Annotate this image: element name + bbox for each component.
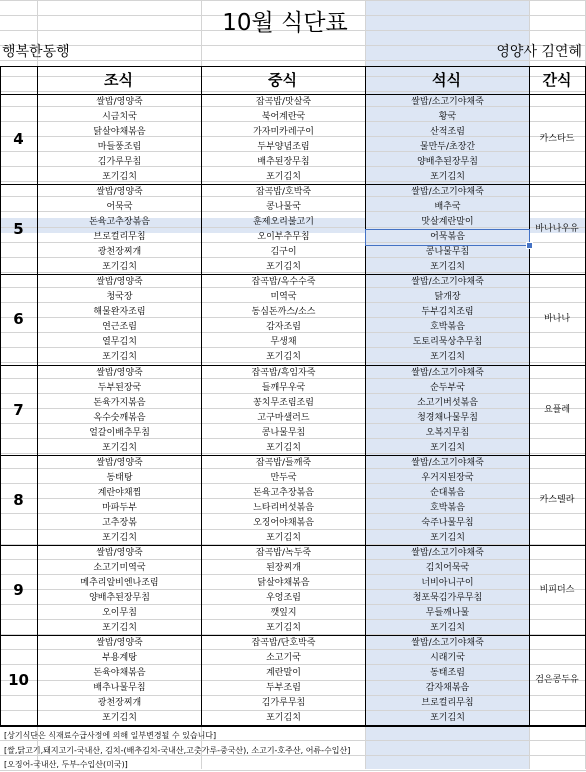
- breakfast-menu-item[interactable]: 시금치국: [102, 112, 137, 122]
- day-number: 8: [13, 490, 24, 509]
- dinner-menu-item[interactable]: 김치어묵국: [425, 563, 470, 573]
- breakfast-menu-item[interactable]: 브로컬리무침: [93, 232, 146, 243]
- lunch-menu-item[interactable]: 포기김치: [266, 713, 301, 724]
- dinner-menu-item[interactable]: 쌀밥/소고기야채죽: [411, 277, 484, 288]
- breakfast-menu-item[interactable]: 마들풍조림: [97, 142, 142, 152]
- dinner-menu-item[interactable]: 포기김치: [430, 442, 465, 453]
- dinner-menu-item[interactable]: 포기김치: [430, 713, 465, 724]
- lunch-menu-item[interactable]: 돈육고추장볶음: [253, 487, 314, 498]
- snack-item[interactable]: 검은콩두유: [535, 675, 579, 686]
- breakfast-menu-item[interactable]: 쌀밥/영양죽: [96, 187, 143, 198]
- breakfast-menu-item[interactable]: 포기김치: [102, 352, 137, 363]
- snack-item[interactable]: 바나나우유: [535, 224, 579, 235]
- nutritionist-name: 영양사 김연혜: [496, 44, 582, 60]
- selected-cell-outline[interactable]: [365, 229, 530, 246]
- dinner-menu-item[interactable]: 양배추된장무침: [417, 157, 478, 167]
- dinner-menu-item[interactable]: 소고기버섯볶음: [417, 397, 478, 408]
- dinner-menu-item[interactable]: 순두부국: [430, 382, 465, 393]
- breakfast-menu-item[interactable]: 포기김치: [102, 262, 137, 273]
- lunch-menu-item[interactable]: 포기김치: [266, 172, 301, 182]
- breakfast-menu-item[interactable]: 광천장찌개: [97, 247, 142, 258]
- dinner-menu-item[interactable]: 맛살계란말이: [421, 217, 474, 228]
- dinner-menu-item[interactable]: 쌀밥/소고기야채죽: [411, 187, 484, 198]
- snack-item[interactable]: 바나나: [543, 314, 571, 325]
- day-number: 4: [13, 130, 24, 148]
- breakfast-menu-item[interactable]: 광천장찌개: [97, 698, 142, 709]
- dinner-menu-item[interactable]: 도토리묵상추무침: [412, 337, 483, 348]
- breakfast-menu-item[interactable]: 두부된장국: [97, 382, 142, 393]
- dinner-menu-item[interactable]: 포기김치: [430, 623, 465, 633]
- breakfast-menu-item[interactable]: 고추장볶: [102, 517, 137, 528]
- breakfast-menu-item[interactable]: 옥수숫깨볶음: [93, 412, 146, 423]
- breakfast-menu-item[interactable]: 쌀밥/영양죽: [96, 367, 143, 378]
- dinner-menu-item[interactable]: 포기김치: [430, 532, 465, 543]
- lunch-menu-item[interactable]: 배추된장무침: [257, 157, 310, 167]
- dinner-menu-item[interactable]: 쌀밥/소고기야채죽: [411, 457, 484, 468]
- day-number: 10: [8, 671, 29, 690]
- breakfast-menu-item[interactable]: 마파두부: [102, 502, 137, 513]
- lunch-menu-item[interactable]: 콩나물무침: [261, 427, 306, 438]
- dinner-menu-item[interactable]: 청경채나물무침: [417, 412, 478, 423]
- dinner-menu-item[interactable]: 숙주나물무침: [421, 517, 474, 528]
- breakfast-menu-item[interactable]: 포기김치: [102, 442, 137, 453]
- dinner-menu-item[interactable]: 쌀밥/소고기야채죽: [411, 97, 484, 107]
- lunch-menu-item[interactable]: 잡곡밥/들깨죽: [255, 457, 312, 468]
- dinner-menu-item[interactable]: 포기김치: [430, 262, 465, 273]
- lunch-menu-item[interactable]: 고구마샐러드: [257, 412, 310, 423]
- dinner-menu-item[interactable]: 감자채볶음: [425, 683, 470, 694]
- lunch-menu-item[interactable]: 깻잎지: [270, 608, 297, 618]
- breakfast-menu-item[interactable]: 부용계탕: [102, 653, 137, 664]
- lunch-menu-item[interactable]: 무생채: [270, 337, 297, 348]
- snack-item[interactable]: 카스타드: [539, 134, 575, 144]
- day-number: 6: [13, 310, 24, 329]
- dinner-menu-item[interactable]: 포기김치: [430, 352, 465, 363]
- note-line: [오징어-국내산, 두부-수입산(미국)]: [4, 760, 128, 769]
- lunch-menu-item[interactable]: 포기김치: [266, 442, 301, 453]
- dinner-menu-item[interactable]: 호박볶음: [430, 502, 465, 513]
- lunch-menu-item[interactable]: 포기김치: [266, 352, 301, 363]
- lunch-menu-item[interactable]: 포기김치: [266, 532, 301, 543]
- snack-item[interactable]: 요플레: [543, 404, 571, 415]
- fill-handle[interactable]: [526, 242, 533, 249]
- dinner-menu-item[interactable]: 우거지된장국: [421, 472, 474, 483]
- breakfast-menu-item[interactable]: 연근조림: [102, 322, 137, 333]
- lunch-menu-item[interactable]: 두부조림: [266, 683, 301, 694]
- breakfast-menu-item[interactable]: 쌀밥/영양죽: [96, 638, 143, 649]
- gridline-horizontal: [0, 0, 586, 1]
- snack-item[interactable]: 카스텔라: [539, 494, 575, 505]
- dinner-menu-item[interactable]: 쌀밥/소고기야채죽: [411, 367, 484, 378]
- lunch-menu-item[interactable]: 꽁치무조림조림: [253, 397, 314, 408]
- dinner-menu-item[interactable]: 배추국: [434, 202, 461, 213]
- breakfast-menu-item[interactable]: 오이무침: [102, 608, 137, 618]
- breakfast-menu-item[interactable]: 양배추된장무침: [89, 593, 150, 603]
- lunch-menu-item[interactable]: 된장찌개: [266, 563, 301, 573]
- lunch-menu-item[interactable]: 들깨무우국: [261, 382, 306, 393]
- breakfast-menu-item[interactable]: 동태탕: [106, 472, 133, 483]
- dinner-menu-item[interactable]: 무들깨나물: [425, 608, 470, 618]
- lunch-menu-item[interactable]: 북어계란국: [261, 112, 306, 122]
- dinner-menu-item[interactable]: 쌀밥/소고기야채죽: [411, 548, 484, 558]
- note-line: [상기식단은 식재료수급사정에 의해 일부변경될 수 있습니다]: [4, 731, 217, 740]
- breakfast-menu-item[interactable]: 포기김치: [102, 713, 137, 724]
- breakfast-menu-item[interactable]: 열무김치: [102, 337, 137, 348]
- dinner-menu-item[interactable]: 포기김치: [430, 172, 465, 182]
- header-snack: 간식: [542, 71, 572, 89]
- header-dinner: 석식: [432, 71, 461, 89]
- dinner-menu-item[interactable]: 호박볶음: [430, 322, 465, 333]
- dinner-menu-item[interactable]: 물만두/초장간: [419, 142, 476, 152]
- breakfast-menu-item[interactable]: 메추리알비엔나조림: [80, 578, 159, 588]
- lunch-menu-item[interactable]: 오징어야채볶음: [253, 517, 314, 528]
- dinner-menu-item[interactable]: 동태조림: [430, 668, 465, 679]
- day-number: 9: [13, 581, 24, 599]
- lunch-menu-item[interactable]: 잡곡밥/호박죽: [255, 187, 312, 198]
- lunch-menu-item[interactable]: 가자미카레구이: [253, 127, 314, 137]
- breakfast-menu-item[interactable]: 포기김치: [102, 532, 137, 543]
- lunch-menu-item[interactable]: 포기김치: [266, 623, 301, 633]
- breakfast-menu-item[interactable]: 김가루무침: [97, 157, 142, 167]
- school-name: 행복한동행: [2, 44, 70, 60]
- breakfast-menu-item[interactable]: 쌀밥/영양죽: [96, 457, 143, 468]
- header-breakfast: 조식: [104, 71, 133, 89]
- dinner-menu-item[interactable]: 브로컬리무침: [421, 698, 474, 709]
- breakfast-menu-item[interactable]: 해물완자조림: [93, 307, 146, 318]
- breakfast-menu-item[interactable]: 돈육가지볶음: [93, 397, 146, 408]
- lunch-menu-item[interactable]: 두부양념조림: [257, 142, 310, 152]
- header-lunch: 중식: [268, 71, 297, 89]
- menu-title: 10월 식단표: [222, 10, 348, 36]
- lunch-menu-item[interactable]: 오이부추무침: [257, 232, 310, 243]
- dinner-menu-item[interactable]: 콩나물무침: [425, 247, 470, 258]
- breakfast-menu-item[interactable]: 소고기미역국: [93, 563, 146, 573]
- lunch-menu-item[interactable]: 감자조림: [266, 322, 301, 333]
- breakfast-menu-item[interactable]: 배추나물무침: [93, 683, 146, 694]
- lunch-menu-item[interactable]: 계란말이: [266, 668, 301, 679]
- breakfast-menu-item[interactable]: 쌀밥/영양죽: [96, 277, 143, 288]
- dinner-menu-item[interactable]: 쌀밥/소고기야채죽: [411, 638, 484, 649]
- lunch-menu-item[interactable]: 잡곡밥/흑임자죽: [251, 367, 316, 378]
- lunch-menu-item[interactable]: 잡곡밥/단호박죽: [251, 638, 316, 649]
- dinner-menu-item[interactable]: 닭개장: [434, 292, 461, 303]
- lunch-menu-item[interactable]: 잡곡밥/녹두죽: [255, 548, 312, 558]
- breakfast-menu-item[interactable]: 청국장: [106, 292, 133, 303]
- breakfast-menu-item[interactable]: 쌀밥/영양죽: [96, 97, 143, 107]
- breakfast-menu-item[interactable]: 닭살야채볶음: [93, 127, 146, 137]
- lunch-menu-item[interactable]: 훈제오리불고기: [253, 217, 314, 228]
- lunch-menu-item[interactable]: 포기김치: [266, 262, 301, 273]
- dinner-menu-item[interactable]: 두부김치조림: [421, 307, 474, 318]
- day-number: 7: [13, 400, 24, 419]
- lunch-menu-item[interactable]: 콩나물국: [266, 202, 301, 213]
- dinner-menu-item[interactable]: 어묵볶음: [430, 232, 465, 243]
- breakfast-menu-item[interactable]: 어묵국: [106, 202, 133, 213]
- lunch-menu-item[interactable]: 미역국: [270, 292, 297, 303]
- lunch-menu-item[interactable]: 우엉조림: [266, 593, 301, 603]
- lunch-menu-item[interactable]: 닭살야채볶음: [257, 578, 310, 588]
- lunch-menu-item[interactable]: 김가루무침: [261, 698, 306, 709]
- lunch-menu-item[interactable]: 동심돈까스/소스: [251, 307, 316, 318]
- lunch-menu-item[interactable]: 만두국: [270, 472, 297, 483]
- dinner-menu-item[interactable]: 순대볶음: [430, 487, 465, 498]
- breakfast-menu-item[interactable]: 쌀밥/영양죽: [96, 548, 143, 558]
- lunch-menu-item[interactable]: 잡곡밥/옥수수죽: [251, 277, 316, 288]
- dinner-menu-item[interactable]: 산적조림: [430, 127, 465, 137]
- lunch-menu-item[interactable]: 느타리버섯볶음: [253, 502, 314, 513]
- breakfast-menu-item[interactable]: 포기김치: [102, 623, 137, 633]
- dinner-menu-item[interactable]: 너비아니구이: [421, 578, 474, 588]
- breakfast-menu-item[interactable]: 얼갈이배추무침: [89, 427, 150, 438]
- dinner-menu-item[interactable]: 청포묵김가루무침: [412, 593, 483, 603]
- breakfast-menu-item[interactable]: 돈육고추장볶음: [89, 217, 150, 228]
- snack-item[interactable]: 비피더스: [539, 585, 575, 595]
- dinner-menu-item[interactable]: 시래기국: [430, 653, 465, 664]
- lunch-menu-item[interactable]: 소고기국: [266, 653, 301, 664]
- breakfast-menu-item[interactable]: 포기김치: [102, 172, 137, 182]
- dinner-menu-item[interactable]: 오복지무침: [425, 427, 470, 438]
- breakfast-menu-item[interactable]: 돈육야채볶음: [93, 668, 146, 679]
- lunch-menu-item[interactable]: 김구이: [270, 247, 297, 258]
- day-number: 5: [13, 220, 24, 239]
- lunch-menu-item[interactable]: 잡곡밥/맛살죽: [255, 97, 312, 107]
- breakfast-menu-item[interactable]: 계란야채찜: [97, 487, 142, 498]
- note-line: [쌀,닭고기,돼지고기-국내산, 김치-(배추김치-국내산,고춧가루-중국산), 소고기-호주산, 어류-수입산]: [4, 745, 351, 755]
- dinner-menu-item[interactable]: 황국: [438, 112, 457, 122]
